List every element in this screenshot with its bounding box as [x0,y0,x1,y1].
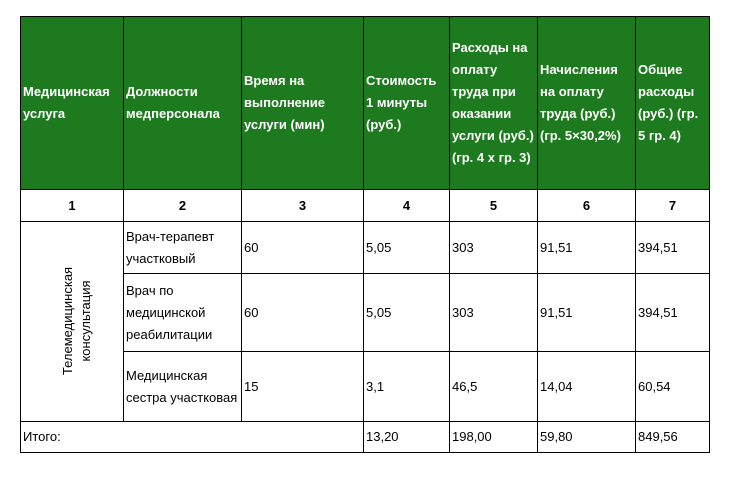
total-cost-per-minute: 13,20 [364,422,450,453]
column-number: 2 [124,190,242,222]
header-labor-cost: Расходы на оплату труда при оказании услуги (руб.) (гр. 4 х гр. 3) [450,17,538,190]
labor-cost-cell: 303 [450,274,538,352]
header-position: Должности медперсонала [124,17,242,190]
time-cell: 60 [242,222,364,274]
header-cost-per-minute: Стоимость 1 минуты (руб.) [364,17,450,190]
time-cell: 60 [242,274,364,352]
position-cell: Медицинская сестра участковая [124,352,242,422]
total-label: Итого: [21,422,364,453]
table-row [21,352,710,422]
accruals-cell: 14,04 [538,352,636,422]
column-number: 1 [21,190,124,222]
accruals-cell: 91,51 [538,274,636,352]
total-accruals: 59,80 [538,422,636,453]
cost-table [20,16,710,453]
time-cell: 15 [242,352,364,422]
header-total-cost: Общие расходы (руб.) (гр. 5 гр. 4) [636,17,710,190]
table-row [21,222,710,274]
total-cost-cell: 60,54 [636,352,710,422]
total-cost-cell: 394,51 [636,274,710,352]
total-labor-cost: 198,00 [450,422,538,453]
column-number: 3 [242,190,364,222]
labor-cost-cell: 46,5 [450,352,538,422]
total-cost: 849,56 [636,422,710,453]
cost-per-minute-cell: 5,05 [364,274,450,352]
header-service: Медицинская услуга [21,17,124,190]
header-row [21,17,710,190]
service-cell [21,222,124,422]
column-number-row [21,190,710,222]
labor-cost-cell: 303 [450,222,538,274]
header-accruals: Начисления на оплату труда (руб.) (гр. 5×30,2%) [538,17,636,190]
total-row [21,422,710,453]
total-cost-cell: 394,51 [636,222,710,274]
header-time: Время на выполнение услуги (мин) [242,17,364,190]
column-number: 5 [450,190,538,222]
accruals-cell: 91,51 [538,222,636,274]
cost-per-minute-cell: 3,1 [364,352,450,422]
cost-per-minute-cell: 5,05 [364,222,450,274]
position-cell: Врач-терапевт участковый [124,222,242,274]
position-cell: Врач по медицинской реабилитации [124,274,242,352]
column-number: 4 [364,190,450,222]
service-label: Телемедицинская консультация [60,266,94,375]
column-number: 6 [538,190,636,222]
column-number: 7 [636,190,710,222]
